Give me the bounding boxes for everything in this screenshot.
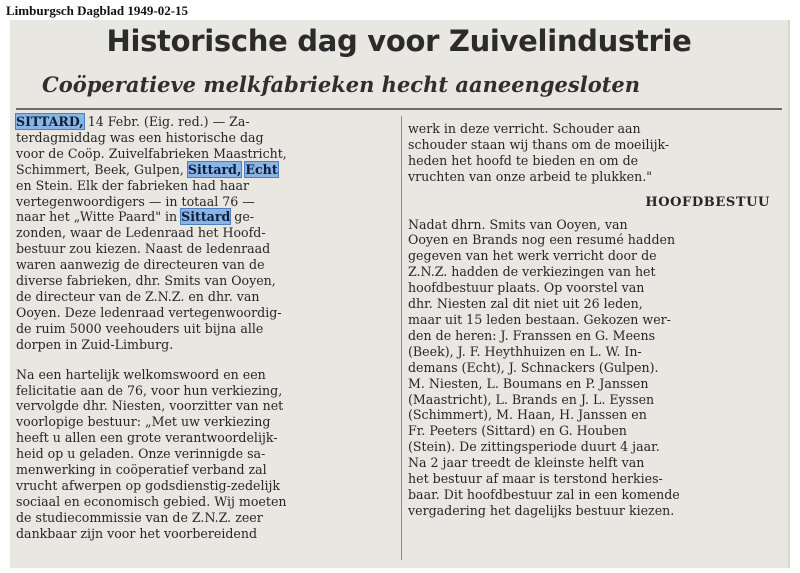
search-highlight: Sittard <box>181 209 231 225</box>
text-line <box>16 305 400 321</box>
text-segment: dorpen in Zuid-Limburg. <box>16 336 174 352</box>
text-line <box>16 146 400 162</box>
text-line: vruchten van onze arbeid te plukken." <box>408 168 653 184</box>
text-line <box>16 257 400 273</box>
text-segment: bestuur zou kiezen. Naast de ledenraad <box>16 241 271 257</box>
text-segment: waren aanwezig de directeuren van de <box>16 257 265 273</box>
text-line: hoofdbestuur plaats. Op voorstel van <box>408 280 645 296</box>
text-line <box>16 194 400 210</box>
text-segment: diverse fabrieken, dhr. Smits van Ooyen, <box>16 273 276 289</box>
text-segment: de ruim 5000 veehouders uit bijna alle <box>16 320 264 336</box>
text-line: sociaal en economisch gebied. Wij moeten <box>16 493 287 509</box>
text-line <box>16 273 400 289</box>
text-segment: zonden, waar de Ledenraad het Hoofd- <box>16 225 266 241</box>
text-line <box>16 209 400 225</box>
text-line: (Beek), J. F. Heythhuizen en L. W. In- <box>408 343 642 359</box>
text-segment: terdagmiddag was een historische dag <box>16 129 264 145</box>
section-heading: HOOFDBESTUU <box>645 194 770 210</box>
text-line <box>16 241 400 257</box>
source-label: Limburgsch Dagblad 1949-02-15 <box>0 0 400 20</box>
text-segment: Ooyen. Deze ledenraad vertegenwoordig- <box>16 304 282 320</box>
left-column <box>16 114 400 542</box>
text-line: het bestuur af maar is terstond herkies- <box>408 471 663 487</box>
text-line: dhr. Niesten zal dit niet uit 26 leden, <box>408 296 643 312</box>
text-line: baar. Dit hoofdbestuur zal in een komende <box>408 486 680 502</box>
text-line: (Stein). De zittingsperiode duurt 4 jaar. <box>408 439 660 455</box>
text-segment: en Stein. Elk der fabrieken had haar <box>16 177 250 193</box>
text-line: (Maastricht), L. Brands en J. L. Eyssen <box>408 391 655 407</box>
search-highlight: Sittard, <box>187 161 242 177</box>
text-line <box>16 178 400 194</box>
article-headline: Historische dag voor Zuivelindustrie <box>106 24 692 58</box>
text-line: werk in deze verricht. Schouder aan <box>408 121 641 136</box>
text-line: schouder staan wij thans om de moeilijk- <box>408 136 670 152</box>
text-line <box>16 130 400 146</box>
text-line: Z.N.Z. hadden de verkiezingen van het <box>408 264 656 280</box>
header-rule <box>16 108 782 110</box>
left-paragraph-1 <box>16 114 400 353</box>
text-line: Na een hartelijk welkomswoord en een <box>16 366 266 382</box>
text-segment: Schimmert, Beek, Gulpen, <box>16 161 188 177</box>
column-divider <box>401 116 402 560</box>
text-line <box>16 162 400 178</box>
text-line: voorlopige bestuur: „Met uw verkiezing <box>16 414 271 430</box>
text-line: (Schimmert), M. Haan, H. Janssen en <box>408 407 647 423</box>
text-line: vrucht afwerpen op godsdienstig-zedelijk <box>16 477 281 493</box>
text-line: menwerking in coöperatief verband zal <box>16 462 267 478</box>
text-line: demans (Echt), J. Schnackers (Gulpen). <box>408 359 659 375</box>
text-line: Ooyen en Brands nog een resumé hadden <box>408 232 676 248</box>
text-line <box>16 321 400 337</box>
text-line: de studiecommissie van de Z.N.Z. zeer <box>16 509 263 525</box>
text-line: maar uit 15 leden bestaan. Gekozen wer- <box>408 311 671 327</box>
text-line: vervolgde dhr. Niesten, voorzitter van net <box>16 398 284 414</box>
search-highlight: SITTARD, <box>16 114 84 129</box>
text-line: heeft u allen een grote verantwoordelijk- <box>16 430 278 446</box>
text-line: dankbaar zijn voor het voorbereidend <box>16 525 258 541</box>
right-paragraph-1 <box>408 121 784 185</box>
text-line <box>16 337 400 353</box>
right-column <box>408 121 784 519</box>
text-segment: naar het „Witte Paard" in <box>16 209 182 225</box>
newspaper-clipping <box>10 20 790 568</box>
text-line: felicitatie aan de 76, voor hun verkiezing, <box>16 382 283 398</box>
search-highlight: Echt <box>245 161 278 177</box>
text-segment: voor de Coöp. Zuivelfabrieken Maastricht, <box>16 145 287 161</box>
text-segment: vertegenwoordigers — in totaal 76 — <box>16 193 255 209</box>
text-segment: ge- <box>230 209 255 225</box>
left-paragraph-2 <box>16 367 400 542</box>
right-paragraph-2 <box>408 217 784 519</box>
text-line: heid op u geladen. Onze verinnigde sa- <box>16 446 266 462</box>
paragraph-gap <box>16 353 400 367</box>
text-line: M. Niesten, L. Boumans en P. Janssen <box>408 375 649 391</box>
text-line: den de heren: J. Franssen en G. Meens <box>408 327 656 343</box>
text-line <box>16 289 400 305</box>
text-line: heden het hoofd te bieden en om de <box>408 152 639 168</box>
text-line <box>16 225 400 241</box>
text-segment: 14 Febr. (Eig. red.) — Za- <box>83 114 250 129</box>
text-line: Na 2 jaar treedt de kleinste helft van <box>408 455 645 471</box>
text-segment: de directeur van de Z.N.Z. en dhr. van <box>16 288 260 304</box>
text-line: Fr. Peeters (Sittard) en G. Houben <box>408 423 627 439</box>
text-line: vergadering het dagelijks bestuur kiezen. <box>408 502 675 518</box>
text-line: Nadat dhrn. Smits van Ooyen, van <box>408 216 628 232</box>
text-line: gegeven van het werk verricht door de <box>408 248 657 264</box>
article-subheadline: Coöperatieve melkfabrieken hecht aaneengesloten <box>42 72 641 97</box>
text-line <box>16 114 400 130</box>
